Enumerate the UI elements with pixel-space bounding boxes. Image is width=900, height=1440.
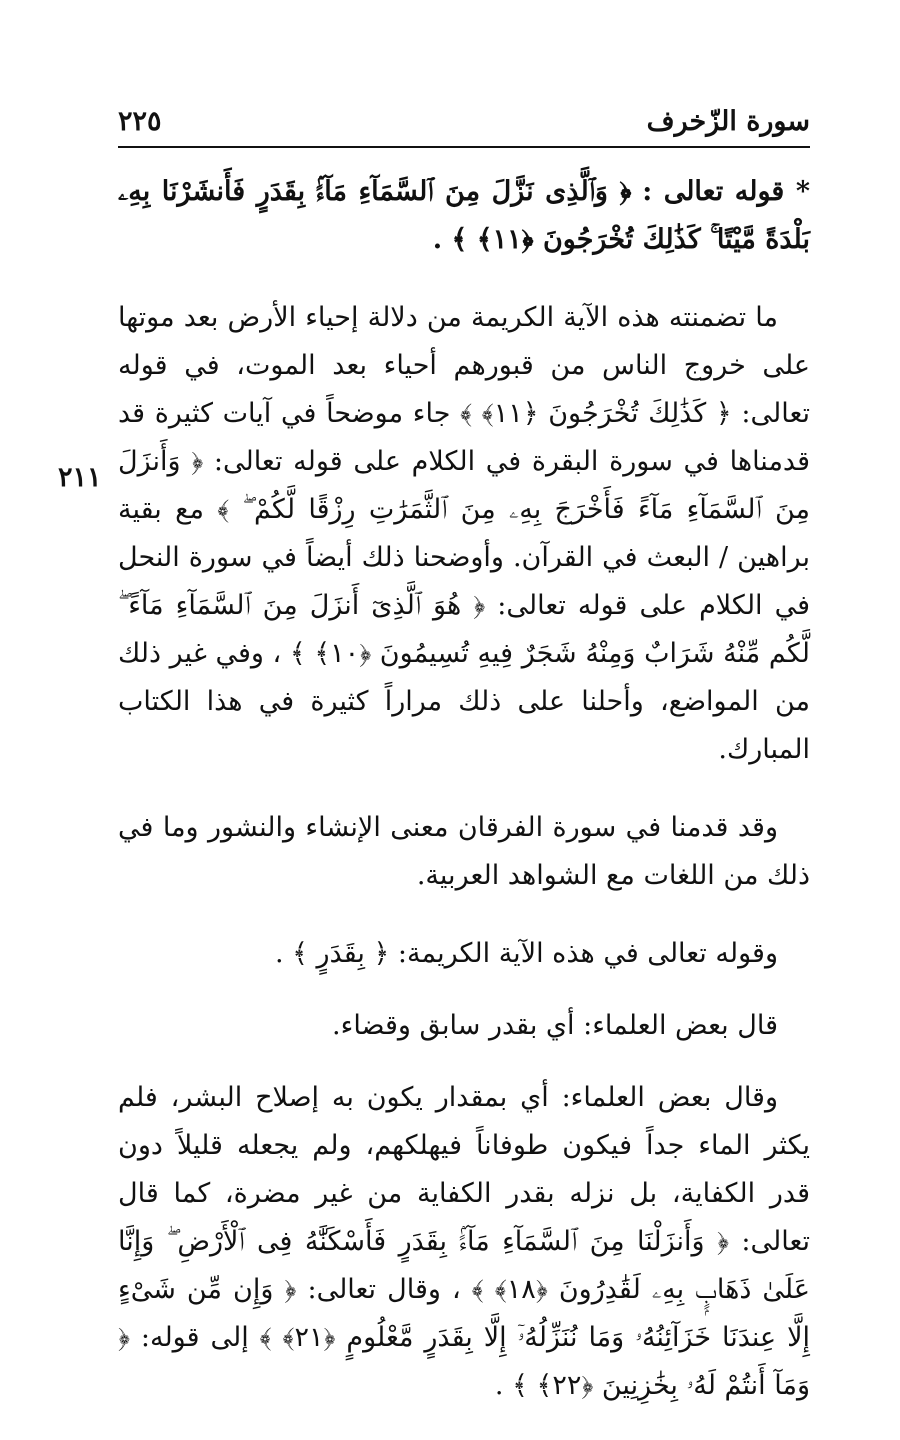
commentary-paragraph: قال بعض العلماء: أي بقدر سابق وقضاء. (332, 1010, 778, 1041)
surah-title: سورة الزّخرف (646, 106, 810, 137)
margin-reference-number: ٢١١ (58, 462, 102, 493)
commentary-paragraph: ما تضمنته هذه الآية الكريمة من دلالة إحياء الأرض بعد موتها على خروج الناس من قبورهم أحياء بعد الموت، في قوله تعالى: ﴿ كَذَٰلِكَ تُخْرَجُونَ ﴿١١﴾ ﴾ جاء موضحاً في آيات كثيرة قد قدمناها في سورة البقرة في الكلام على قوله تعالى: ﴿ وَأَنزَلَ مِنَ ٱلسَّمَآءِ مَآءً فَأَخْرَجَ بِهِۦ مِنَ ٱلثَّمَرَٰتِ رِزْقًا لَّكُمْ ۖ ﴾ مع بقية براهين / البعث في القرآن. وأوضحنا ذلك أيضاً في سورة النحل في الكلام على قوله تعالى: ﴿ هُوَ ٱلَّذِىٓ أَنزَلَ مِنَ ٱلسَّمَآءِ مَآءً ۖ لَّكُم مِّنْهُ شَرَابٌ وَمِنْهُ شَجَرٌ فِيهِ تُسِيمُونَ ﴿١٠﴾ ﴾ ، وفي غير ذلك من المواضع، وأحلنا على ذلك مراراً كثيرة في هذا الكتاب المبارك. (118, 302, 810, 765)
commentary-paragraph: وقد قدمنا في سورة الفرقان معنى الإنشاء والنشور وما في ذلك من اللغات مع الشواهد العربية. (118, 812, 810, 891)
page-number: ٢٢٥ (118, 106, 162, 137)
header-divider (118, 146, 810, 148)
quran-verse: ﴿ وَٱلَّذِى نَزَّلَ مِنَ ٱلسَّمَآءِ مَآءًۢ بِقَدَرٍ فَأَنشَرْنَا بِهِۦ بَلْدَةً مَّيْتًا ۚ كَذَٰلِكَ تُخْرَجُونَ ﴿١١﴾ ﴾ . (118, 176, 810, 255)
page-body (118, 168, 810, 1440)
commentary-paragraph: وقال بعض العلماء: أي بمقدار يكون به إصلاح البشر، فلم يكثر الماء جداً فيكون طوفاناً فيهلكهم، ولم يجعله قليلاً دون قدر الكفاية، بل نزله بقدر الكفاية من غير مضرة، كما قال تعالى: ﴿ وَأَنزَلْنَا مِنَ ٱلسَّمَآءِ مَآءًۢ بِقَدَرٍ فَأَسْكَنَّٰهُ فِى ٱلْأَرْضِ ۖ وَإِنَّا عَلَىٰ ذَهَابٍۭ بِهِۦ لَقَٰدِرُونَ ﴿١٨﴾ ﴾ ، وقال تعالى: ﴿ وَإِن مِّن شَىْءٍ إِلَّا عِندَنَا خَزَآئِنُهُۥ وَمَا نُنَزِّلُهُۥٓ إِلَّا بِقَدَرٍ مَّعْلُومٍ ﴿٢١﴾ ﴾ إلى قوله: ﴿ وَمَآ أَنتُمْ لَهُۥ بِخَٰزِنِينَ ﴿٢٢﴾ ﴾ . (118, 1082, 810, 1401)
commentary-paragraph: وقوله تعالى في هذه الآية الكريمة: ﴿ بِقَدَرٍ ﴾ . (274, 938, 778, 969)
verse-intro: * قوله تعالى : (642, 176, 810, 207)
verse-heading-paragraph (118, 168, 810, 264)
page-header (118, 100, 810, 150)
